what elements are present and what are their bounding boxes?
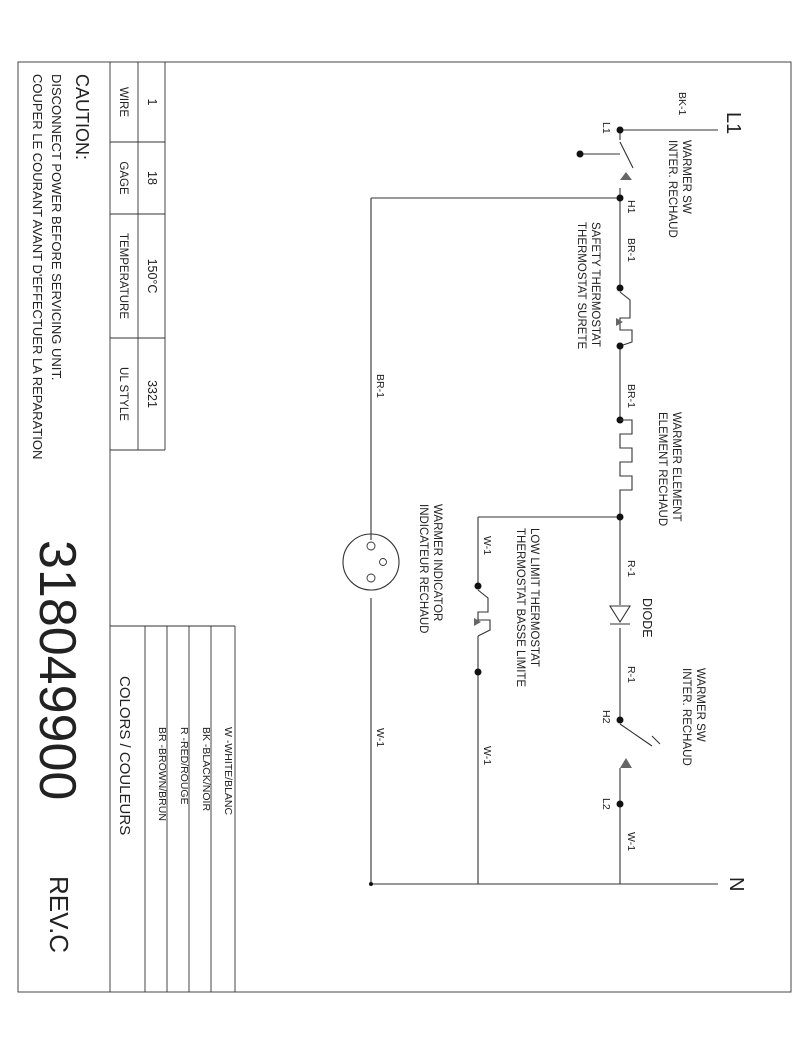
low-limit-thermostat	[474, 583, 490, 676]
warmer-indicator-line-1: WARMER INDICATOR	[431, 504, 443, 622]
title-block	[28, 540, 86, 953]
legend-item-black: BK -BLACK/NOIR	[200, 727, 212, 812]
warmer-switch-1	[577, 127, 634, 202]
part-number: 318049900	[28, 540, 86, 801]
label-w1-left: W-1	[374, 728, 386, 748]
low-limit-line-2: THERMOSTAT BASSE LIMITE	[514, 528, 526, 688]
warmer-sw-2-line-2: INTER. RECHAUD	[680, 668, 692, 766]
safety-thermostat-line-1: SAFETY THERMOSTAT	[589, 222, 601, 348]
label-r1-a: R-1	[625, 560, 637, 577]
label-br1-b: BR-1	[625, 384, 637, 408]
colors-legend	[116, 626, 234, 992]
warmer-sw-2-line-1: WARMER SW	[694, 668, 706, 742]
circuit-labels	[374, 92, 747, 891]
label-bk1: BK-1	[676, 92, 688, 116]
caution-block	[30, 74, 92, 459]
low-limit-line-1: LOW LIMIT THERMOSTAT	[528, 528, 540, 668]
legend-item-white: W -WHITE/BLANC	[222, 727, 234, 816]
label-w1-mid-b: W-1	[481, 746, 493, 766]
ul-style-header: UL STYLE	[117, 367, 129, 421]
warmer-indicator-lamp	[343, 534, 399, 590]
diode	[610, 606, 630, 624]
colors-title: COLORS / COULEURS	[116, 676, 133, 836]
warmer-indicator-line-2: INDICATEUR RECHAUD	[417, 504, 429, 634]
wire-table	[110, 62, 165, 450]
label-n: N	[725, 877, 747, 892]
label-w1-top: W-1	[625, 832, 637, 852]
temperature-value: 150°C	[145, 258, 159, 294]
ul-style-value: 3321	[145, 380, 159, 408]
label-l1: L1	[722, 112, 744, 135]
warmer-switch-2	[617, 717, 661, 808]
caution-title: CAUTION:	[72, 74, 92, 161]
label-h1: H1	[625, 200, 637, 214]
label-br1-a: BR-1	[625, 238, 637, 262]
label-l1-terminal: L1	[600, 122, 612, 134]
label-h2: H2	[600, 710, 612, 724]
label-r1-b: R-1	[625, 666, 637, 683]
safety-thermostat-line-2: THERMOSTAT SURETE	[575, 222, 587, 350]
revision: REV.C	[44, 876, 74, 954]
caution-line-1: DISCONNECT POWER BEFORE SERVICING UNIT.	[49, 74, 64, 381]
caution-line-2: COUPER LE COURANT AVANT D'EFFECTUER LA REPARATION	[30, 74, 45, 460]
label-br1-left: BR-1	[374, 374, 386, 398]
label-l2: L2	[600, 798, 612, 810]
warmer-sw-1-line-1: WARMER SW	[680, 140, 692, 214]
warmer-element-line-1: WARMER ELEMENT	[670, 412, 682, 522]
warmer-element	[617, 417, 633, 521]
legend-item-brown: BR -BROWN/BRUN	[156, 727, 168, 821]
gage-header: GAGE	[117, 161, 129, 195]
temperature-header: TEMPERATURE	[117, 232, 129, 320]
legend-item-red: R -RED/ROUGE	[178, 727, 190, 805]
warmer-sw-1-line-2: INTER. RECHAUD	[666, 140, 678, 238]
label-w1-mid-a: W-1	[481, 536, 493, 556]
safety-thermostat	[616, 285, 632, 350]
gage-value: 18	[145, 171, 159, 185]
wire-header: WIRE	[117, 86, 129, 118]
warmer-element-line-2: ELEMENT RECHAUD	[656, 412, 668, 527]
diode-label: DIODE	[640, 598, 654, 638]
wire-value: 1	[145, 98, 159, 106]
